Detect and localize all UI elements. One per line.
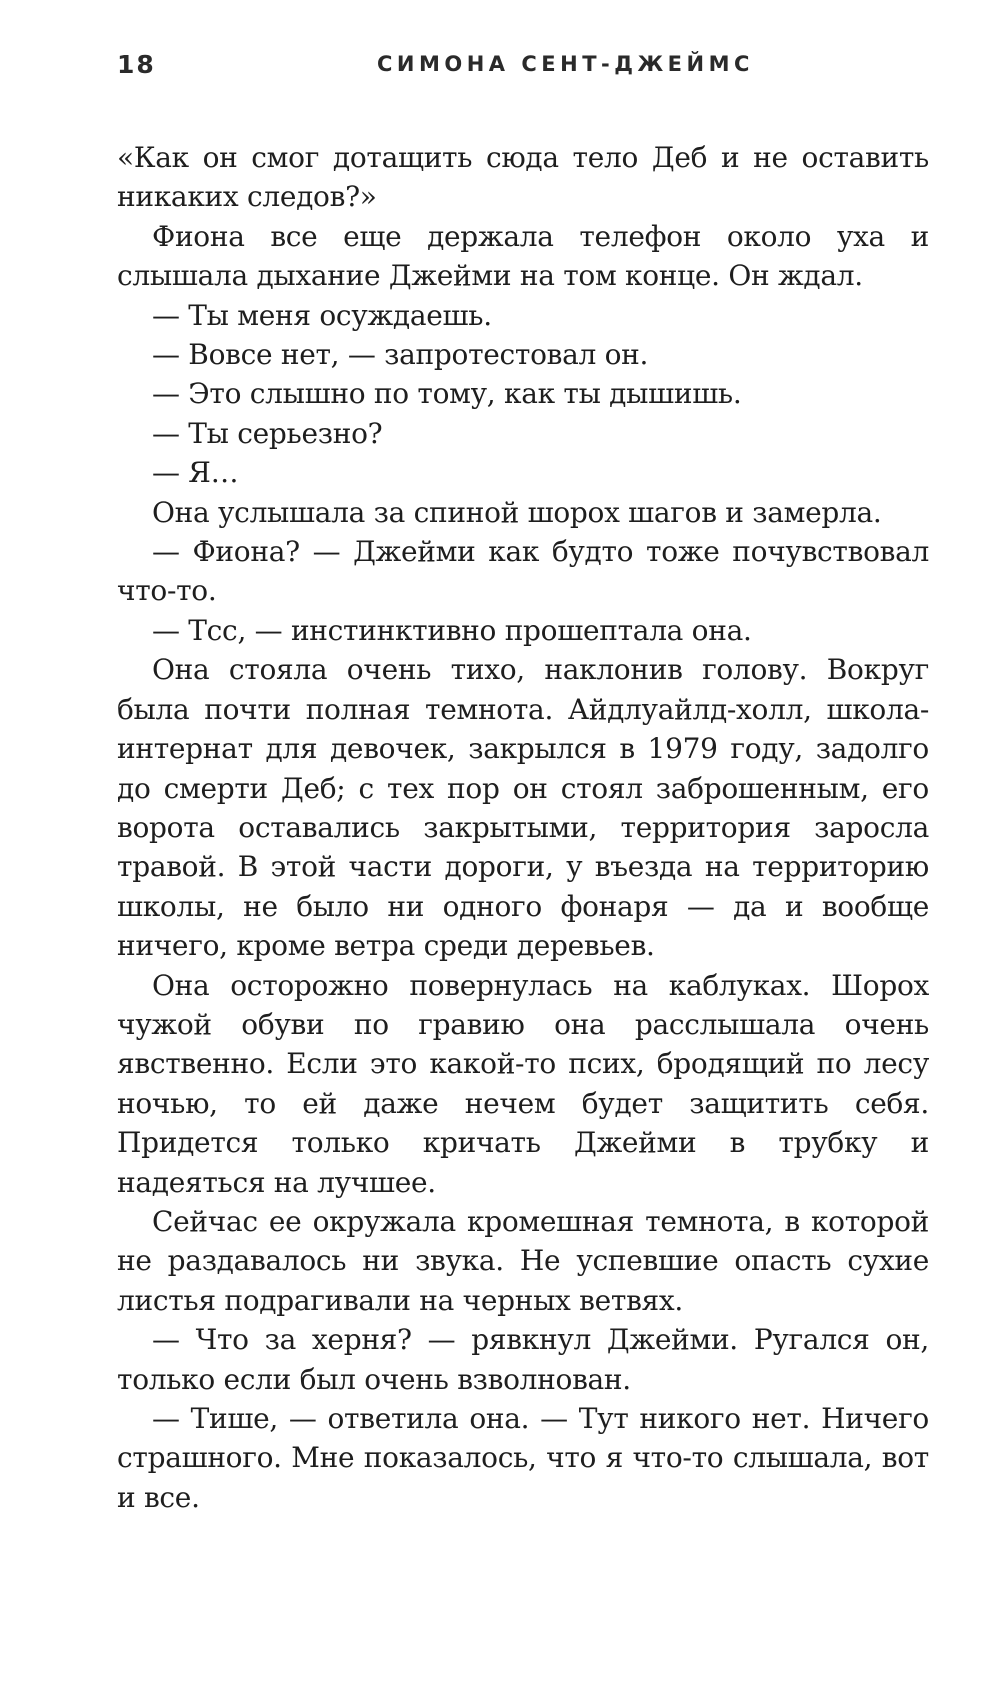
- dialogue-line: — Я…: [152, 456, 239, 490]
- dialogue-line: — Ты серьезно?: [152, 416, 383, 450]
- dialogue-line: — Вовсе нет, — запротестовал он.: [152, 338, 649, 372]
- dialogue-line: — Тише, — ответила она. — Тут никого нет. Ничего страшного. Мне показалось, что я что-то слышала, вот и все.: [117, 1402, 929, 1514]
- paragraph: Она осторожно повернулась на каблуках. Шорох чужой обуви по гравию она расслышала очень явственно. Если это какой-то псих, бродящий по лесу ночью, то ей даже нечем будет защитить себя. Придется только кричать Джейми в трубку и надеяться на лучшее.: [117, 968, 929, 1199]
- paragraph: Она услышала за спиной шорох шагов и замерла.: [152, 495, 882, 529]
- dialogue-line: — Что за херня? — рявкнул Джейми. Ругался он, только если был очень взволнован.: [117, 1323, 929, 1396]
- dialogue-line: — Это слышно по тому, как ты дышишь.: [152, 377, 742, 411]
- paragraph: Фиона все еще держала телефон около уха и слышала дыхание Джейми на том конце. Он ждал.: [117, 219, 929, 293]
- page-number: 18: [117, 50, 156, 79]
- paragraph: Она стояла очень тихо, наклонив голову. Вокруг была почти полная темнота. Айдлуайлд-холл, школа-интернат для девочек, закрылся в 1979 году, задолго до смерти Деб; с тех пор он стоял заброшенным, его ворота оставались закрытыми, территория заросла травой. В этой части дороги, у въезда на территорию школы, не было ни одного фонаря — да и вообще ничего, кроме ветра среди деревьев.: [117, 653, 929, 963]
- body-text: [117, 138, 929, 1517]
- paragraph: Сейчас ее окружала кромешная темнота, в которой не раздавалось ни звука. Не успевшие опасть сухие листья подрагивали на черных ветвях.: [117, 1204, 929, 1317]
- dialogue-line: — Фиона? — Джейми как будто тоже почувствовал что-то.: [117, 535, 929, 608]
- dialogue-line: — Тсс, — инстинктивно прошептала она.: [152, 613, 752, 647]
- running-head-author: СИМОНА СЕНТ-ДЖЕЙМС: [377, 52, 754, 76]
- paragraph: «Как он смог дотащить сюда тело Деб и не оставить никаких следов?»: [117, 141, 929, 214]
- running-head: [117, 48, 922, 88]
- dialogue-line: — Ты меня осуждаешь.: [152, 298, 492, 332]
